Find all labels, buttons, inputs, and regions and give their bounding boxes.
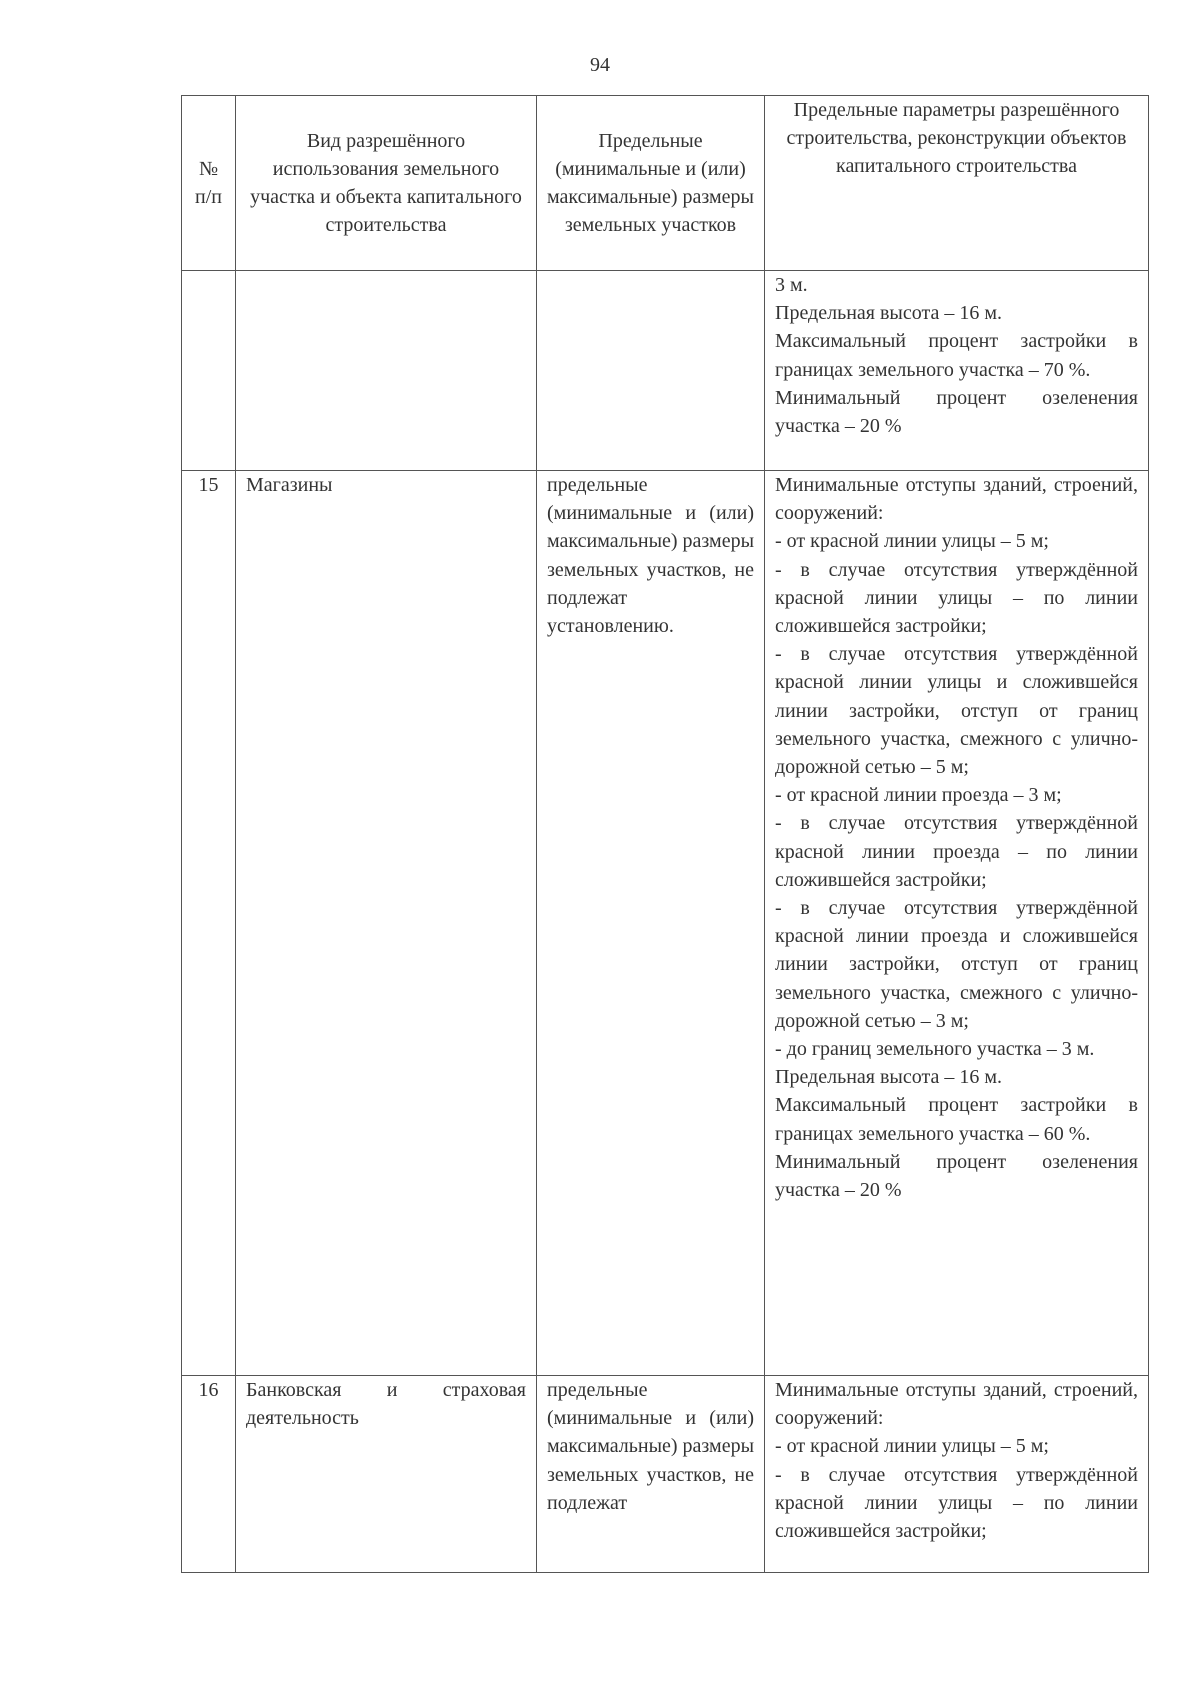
cell-parameters [765,1376,1149,1573]
param-line: Минимальные отступы зданий, строений, сооружений: [775,1379,1138,1430]
param-line: - в случае отсутствия утверждённой красной линии улицы – по линии сложившейся застройки; [775,558,1138,638]
param-line: - от красной линии улицы – 5 м; [775,1435,1049,1458]
header-num-symbol: № [198,157,219,180]
param-line: - в случае отсутствия утверждённой красной линии улицы и сложившейся линии застройки, отступ от границ земельного участка, смежного с улично-дорожной сетью – 5 м; [775,643,1138,779]
param-line: - в случае отсутствия утверждённой красной линии проезда – по линии сложившейся застройки; [775,812,1138,891]
cell-parameters [765,471,1149,1376]
table-row [182,471,1149,1376]
header-use-type: Вид разрешённого использования земельного участка и объекта капитального строительства [236,96,537,271]
header-num [182,96,236,271]
cell-use-type: Банковская и страховая деятельность [236,1376,537,1573]
cell-plot-sizes: предельные (минимальные и (или) максимальные) размеры земельных участков, не подлежат установлению. [537,471,765,1376]
cell-plot-sizes: предельные (минимальные и (или) максимальные) размеры земельных участков, не подлежат [537,1376,765,1573]
param-line: Максимальный процент застройки в границах земельного участка – 70 %. [775,330,1138,381]
param-line: - до границ земельного участка – 3 м. [775,1038,1095,1061]
param-line: - от красной линии проезда – 3 м; [775,784,1062,807]
land-use-table [181,95,1149,1573]
cell-use-type: Магазины [236,471,537,1376]
cell-plot-sizes [537,271,765,471]
cell-num: 15 [182,471,236,1376]
cell-parameters [765,271,1149,471]
header-num-label: п/п [195,186,222,208]
table-row [182,271,1149,471]
cell-use-type [236,271,537,471]
param-line: Минимальный процент озеленения участка – 20 % [775,1150,1138,1202]
table-row [182,1376,1149,1573]
param-line: 3 м. [775,274,808,296]
param-line: Предельная высота – 16 м. [775,302,1003,325]
param-line: - в случае отсутствия утверждённой красной линии проезда и сложившейся линии застройки, отступ от границ земельного участка, смежного с улично-дорожной сетью – 3 м; [775,897,1138,1032]
page-number: 94 [590,54,610,76]
table-header-row [182,96,1149,271]
param-line: Максимальный процент застройки в границах земельного участка – 60 %. [775,1094,1138,1145]
param-line: Минимальные отступы зданий, строений, сооружений: [775,474,1138,525]
param-line: Минимальный процент озеленения участка – 20 % [775,386,1138,438]
param-line: - от красной линии улицы – 5 м; [775,530,1049,553]
param-line: - в случае отсутствия утверждённой красной линии улицы – по линии сложившейся застройки; [775,1463,1138,1543]
param-line: Предельная высота – 16 м. [775,1066,1003,1089]
header-plot-sizes: Предельные (минимальные и (или) максимальные) размеры земельных участков [537,96,765,271]
cell-num: 16 [182,1376,236,1573]
header-parameters: Предельные параметры разрешённого строительства, реконструкции объектов капитального строительства [765,96,1149,271]
cell-num [182,271,236,471]
